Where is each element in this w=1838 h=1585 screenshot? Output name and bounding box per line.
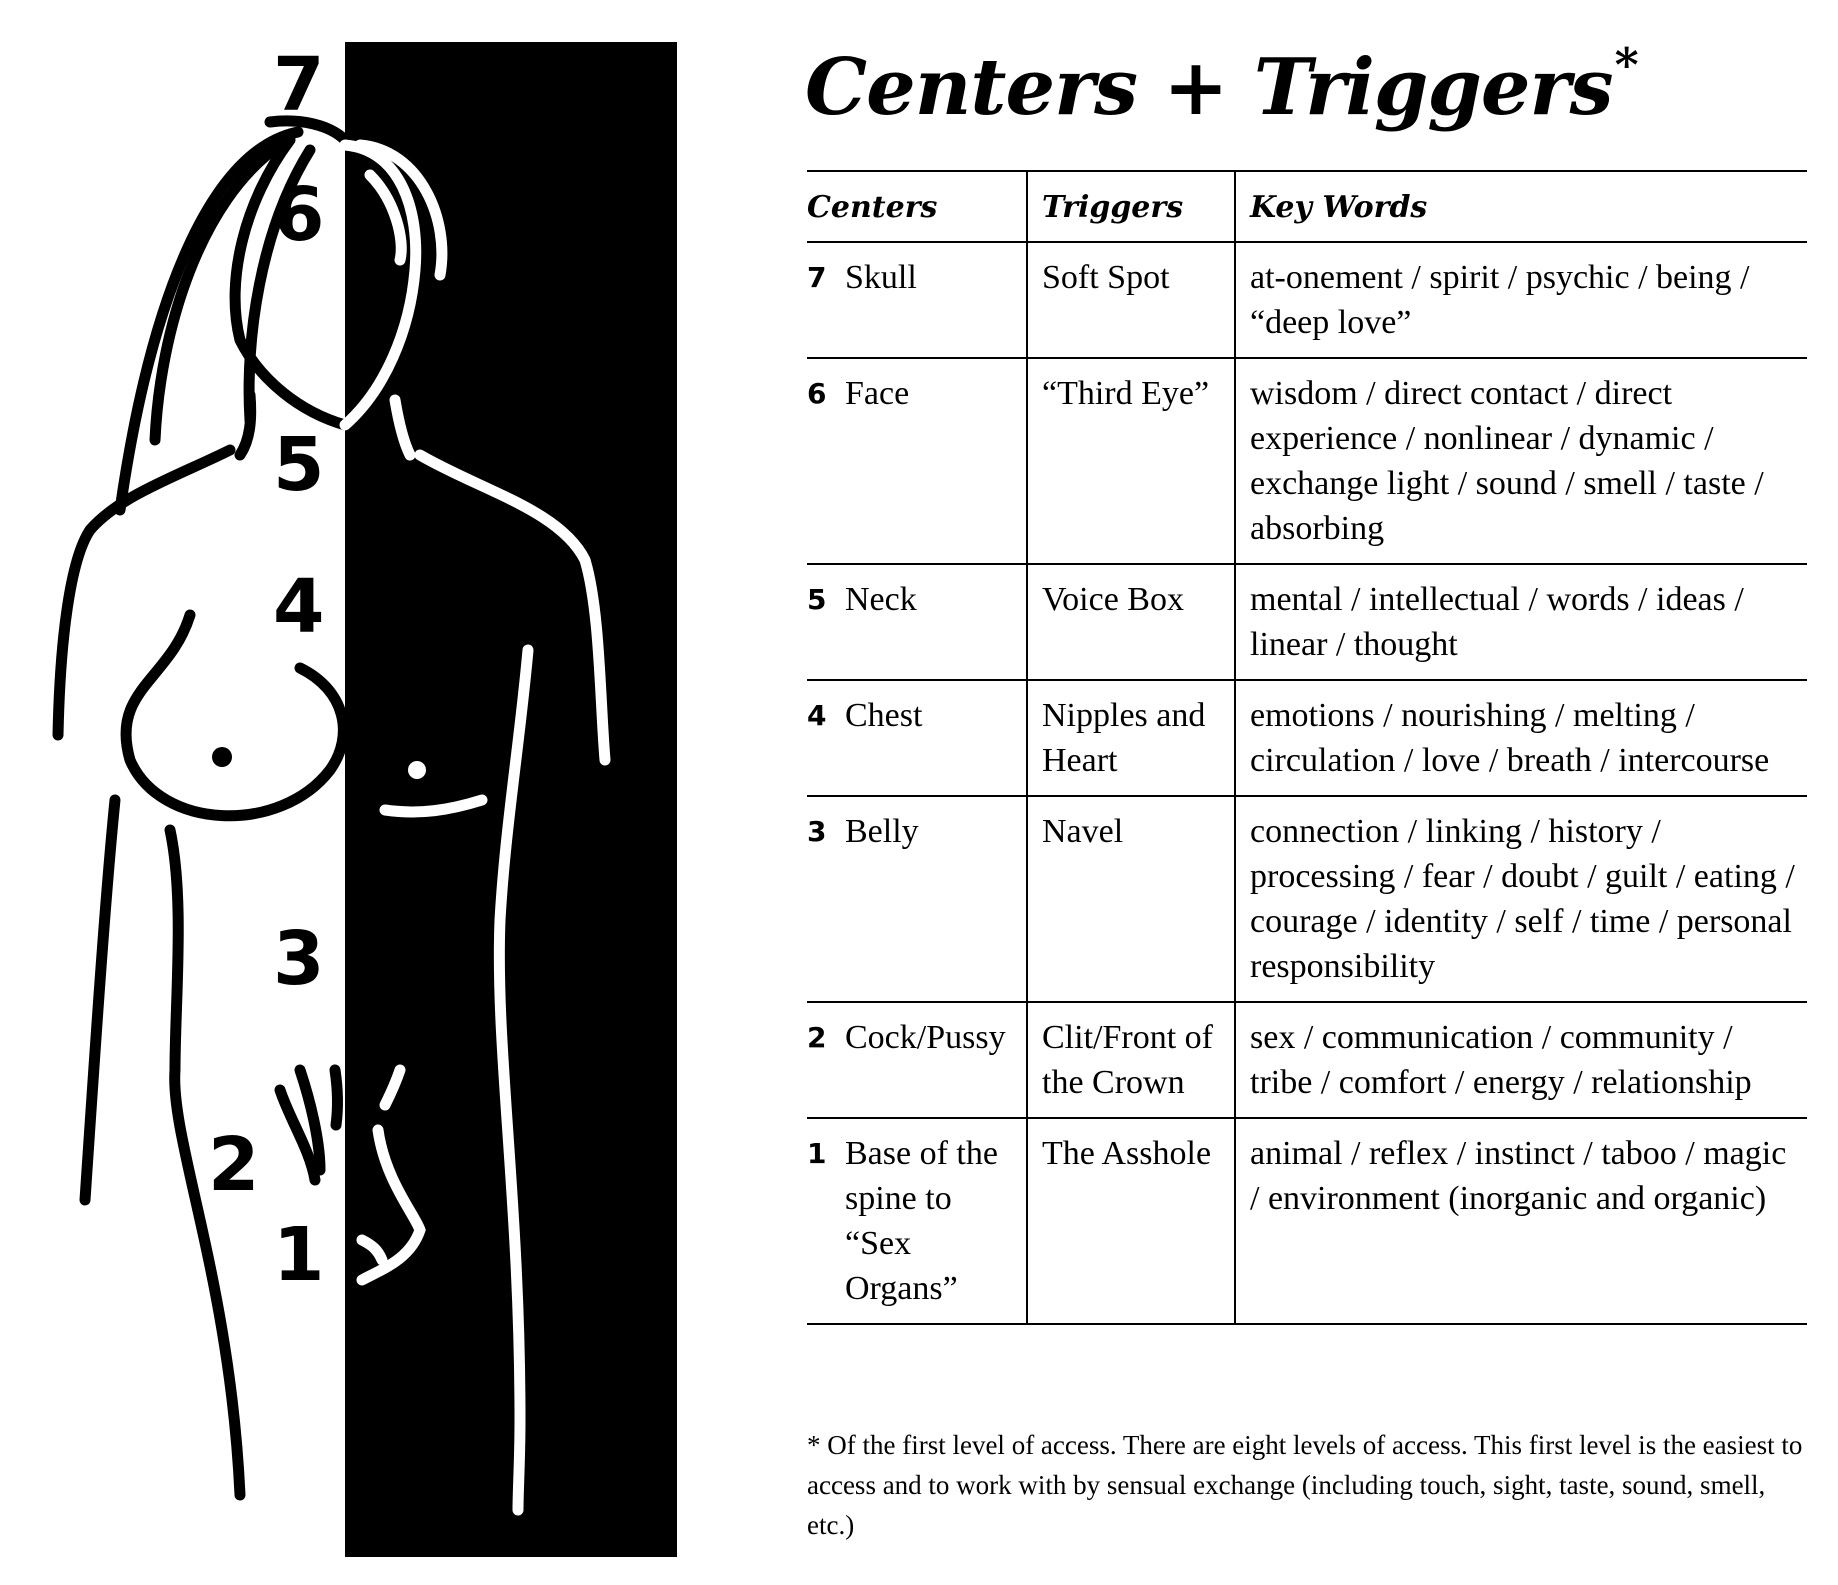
- table-row: [807, 1118, 1807, 1324]
- center-number: 1: [807, 1137, 827, 1170]
- center-name: Skull: [845, 259, 917, 296]
- header-centers: Centers: [807, 171, 1027, 242]
- center-number: 3: [807, 815, 827, 848]
- center-cell: [807, 242, 1027, 358]
- center-number-7: 7: [273, 42, 325, 128]
- trigger-cell: Clit/Front of the Crown: [1027, 1002, 1235, 1118]
- center-number: 4: [807, 699, 827, 732]
- center-number: 5: [807, 583, 827, 616]
- page-title: [805, 38, 1638, 133]
- center-number-3: 3: [273, 916, 325, 1002]
- center-name: Base of the spine to “Sex Organs”: [845, 1135, 998, 1307]
- center-name: Belly: [845, 813, 919, 850]
- center-number: 7: [807, 261, 827, 294]
- keywords-cell: mental / intellectual / words / ideas / linear / thought: [1235, 564, 1807, 680]
- center-name: Face: [845, 375, 910, 412]
- pubic-mark: [335, 1070, 337, 1125]
- center-number-4: 4: [273, 564, 325, 650]
- title-footnote-mark: *: [1614, 38, 1638, 92]
- center-cell: [807, 564, 1027, 680]
- table-row: [807, 242, 1807, 358]
- header-keywords: Key Words: [1235, 171, 1807, 242]
- trigger-cell: The Asshole: [1027, 1118, 1235, 1324]
- table-row: [807, 358, 1807, 564]
- center-name: Neck: [845, 581, 917, 618]
- centers-triggers-table: [807, 170, 1807, 1325]
- center-cell: [807, 1118, 1027, 1324]
- center-cell: [807, 680, 1027, 796]
- keywords-cell: at-onement / spirit / psychic / being / “deep love”: [1235, 242, 1807, 358]
- left-nipple: [212, 747, 232, 767]
- keywords-cell: emotions / nourishing / melting / circulation / love / breath / intercourse: [1235, 680, 1807, 796]
- trigger-cell: Navel: [1027, 796, 1235, 1002]
- body-centers-figure: [0, 0, 700, 1585]
- table-row: [807, 564, 1807, 680]
- trigger-cell: Voice Box: [1027, 564, 1235, 680]
- center-cell: [807, 358, 1027, 564]
- center-number: 6: [807, 377, 827, 410]
- center-number-1: 1: [273, 1212, 325, 1298]
- center-name: Chest: [845, 697, 923, 734]
- hair-strand: [120, 132, 298, 510]
- center-name: Cock/Pussy: [845, 1019, 1006, 1056]
- title-text: Centers + Triggers: [805, 42, 1613, 133]
- center-cell: [807, 1002, 1027, 1118]
- table-header-row: [807, 171, 1807, 242]
- center-number: 2: [807, 1021, 827, 1054]
- table-row: [807, 1002, 1807, 1118]
- neck-line: [240, 395, 251, 455]
- trigger-cell: Soft Spot: [1027, 242, 1235, 358]
- keywords-cell: sex / communication / community / tribe / comfort / energy / relationship: [1235, 1002, 1807, 1118]
- center-number-6: 6: [273, 172, 325, 258]
- right-nipple: [408, 761, 426, 779]
- keywords-cell: wisdom / direct contact / direct experience / nonlinear / dynamic / exchange light / sound / smell / taste / absorbing: [1235, 358, 1807, 564]
- table-row: [807, 680, 1807, 796]
- trigger-cell: Nipples and Heart: [1027, 680, 1235, 796]
- center-number-5: 5: [273, 422, 325, 508]
- trigger-cell: “Third Eye”: [1027, 358, 1235, 564]
- arm-line: [85, 800, 115, 1200]
- body-outline-drawing: [0, 0, 700, 1585]
- center-number-2: 2: [208, 1122, 260, 1208]
- header-triggers: Triggers: [1027, 171, 1235, 242]
- center-cell: [807, 796, 1027, 1002]
- keywords-cell: animal / reflex / instinct / taboo / magic / environment (inorganic and organic): [1235, 1118, 1807, 1324]
- keywords-cell: connection / linking / history / processing / fear / doubt / guilt / eating / courage / identity / self / time / personal responsibility: [1235, 796, 1807, 1002]
- footnote: * Of the first level of access. There are eight levels of access. This first level is the easiest to access and to work with by sensual exchange (including touch, sight, taste, sound, smell, etc.): [807, 1430, 1803, 1540]
- table-row: [807, 796, 1807, 1002]
